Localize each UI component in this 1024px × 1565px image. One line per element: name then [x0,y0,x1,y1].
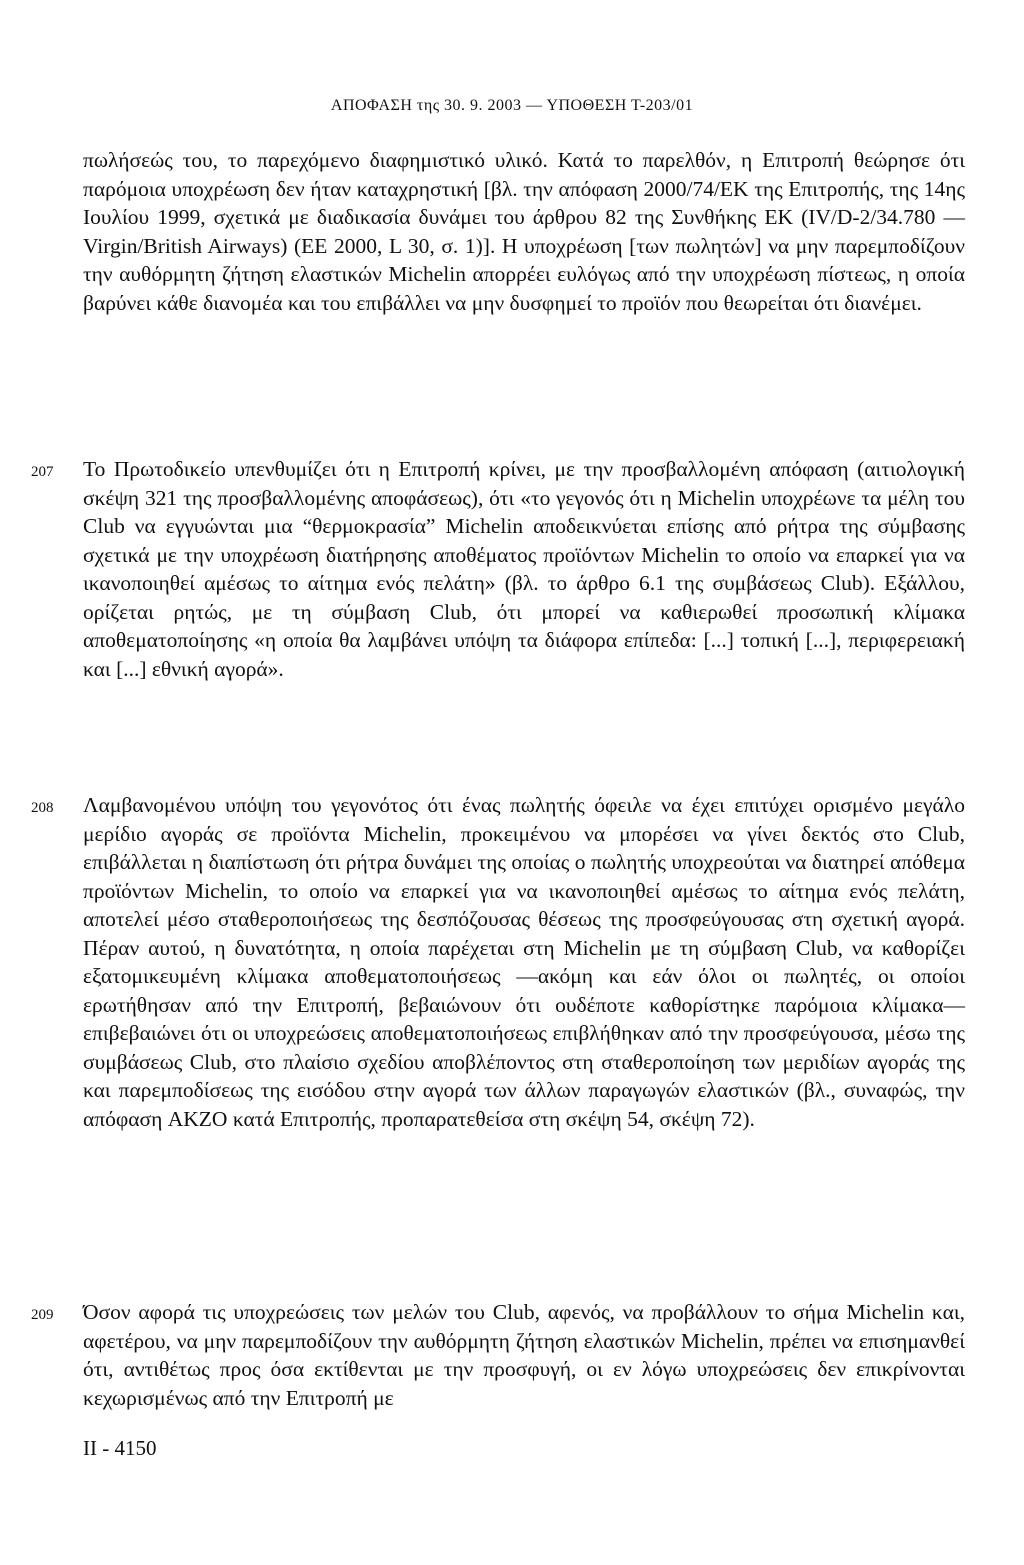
paragraph-number: 207 [31,464,54,480]
paragraph-continuation [83,146,965,317]
page-number: II - 4150 [83,1436,157,1460]
paragraph-text: Όσον αφορά τις υποχρεώσεις των μελών του Club, αφενός, να προβάλλουν το σήμα Michelin και, αφετέρου, να μην παρεμποδίζουν την αυθόρμητη ζήτηση ελαστικών Michelin, πρέπει να επισημανθεί ότι, αντιθέτως προς όσα εκτίθενται με την προσφυγή, οι εν λόγω υποχρεώσεις δεν επικρίνονται κεχωρισμένως από την Επιτροπή με [83,1300,965,1410]
paragraph-207 [83,455,965,683]
paragraph-209 [83,1298,965,1412]
paragraph-text: Λαμβανομένου υπόψη του γεγονότος ότι ένας πωλητής όφειλε να έχει επιτύχει ορισμένο μεγάλο μερίδιο αγοράς σε προϊόντα Michelin, προκειμένου να μπορέσει να γίνει δεκτός στο Club, επιβάλλεται η διαπίστωση ότι ρήτρα δυνάμει της οποίας ο πωλητής υποχρεούται να διατηρεί απόθεμα προϊόντων Michelin, το οποίο να επαρκεί για να ικανοποιηθεί αμέσως το αίτημα ενός πελάτη, αποτελεί μέσο σταθεροποιήσεως της δεσπόζουσας θέσεως της προσφεύγουσας στη σχετική αγορά. Πέραν αυτού, η δυνατότητα, η οποία παρέχεται στη Michelin με τη σύμβαση Club, να καθορίζει εξατομικευμένη κλίμακα αποθεματοποιήσεως —ακόμη και εάν όλοι οι πωλητές, οι οποίοι ερωτήθησαν από την Επιτροπή, βεβαιώνουν ότι ουδέποτε καθορίστηκε παρόμοια κλίμακα— επιβεβαιώνει ότι οι υποχρεώσεις αποθεματοποιήσεως επιβλήθηκαν από την προσφεύγουσα, μέσω της συμβάσεως Club, στο πλαίσιο σχεδίου αποβλέποντος στη σταθεροποίηση των μεριδίων αγοράς της και παρεμποδίσεως της εισόδου στην αγορά των άλλων παραγωγών ελαστικών (βλ., συναφώς, την απόφαση AKZO κατά Επιτροπής, προπαρατεθείσα στη σκέψη 54, σκέψη 72). [83,793,965,1131]
running-header: ΑΠΟΦΑΣΗ της 30. 9. 2003 — ΥΠΟΘΕΣΗ Τ-203/01 [330,97,694,114]
paragraph-text: πωλήσεώς του, το παρεχόμενο διαφημιστικό υλικό. Κατά το παρελθόν, η Επιτροπή θεώρησε ότι παρόμοια υποχρέωση δεν ήταν καταχρηστική [βλ. την απόφαση 2000/74/ΕΚ της Επιτροπής, της 14ης Ιουλίου 1999, σχετικά με διαδικασία δυνάμει του άρθρου 82 της Συνθήκης ΕΚ (IV/D-2/34.780 — Virgin/British Airways) (ΕΕ 2000, L 30, σ. 1)]. Η υποχρέωση [των πωλητών] να μην παρεμποδίζουν την αυθόρμητη ζήτηση ελαστικών Michelin απορρέει ευλόγως από την υποχρέωση πίστεως, η οποία βαρύνει κάθε διανομέα και του επιβάλλει να μην δυσφημεί το προϊόν που θεωρείται ότι διανέμει. [83,148,965,315]
paragraph-text: Το Πρωτοδικείο υπενθυμίζει ότι η Επιτροπή κρίνει, με την προσβαλλομένη απόφαση (αιτιολογική σκέψη 321 της προσβαλλομένης αποφάσεως), ότι «το γεγονός ότι η Michelin υποχρέωνε τα μέλη του Club να εγγυώνται μια “θερμοκρασία” Michelin αποδεικνύεται επίσης από ρήτρα της σύμβασης σχετικά με την υποχρέωση διατήρησης αποθέματος προϊόντων Michelin το οποίο να επαρκεί για να ικανοποιηθεί αμέσως το αίτημα ενός πελάτη» (βλ. το άρθρο 6.1 της συμβάσεως Club). Εξάλλου, ορίζεται ρητώς, με τη σύμβαση Club, ότι μπορεί να καθιερωθεί προσωπική κλίμακα αποθεματοποίησης «η οποία θα λαμβάνει υπόψη τα διάφορα επίπεδα: [...] τοπική [...], περιφερειακή και [...] εθνική αγορά». [83,457,965,681]
paragraph-number: 208 [31,800,54,816]
paragraph-208 [83,791,965,1133]
paragraph-number: 209 [31,1307,54,1323]
